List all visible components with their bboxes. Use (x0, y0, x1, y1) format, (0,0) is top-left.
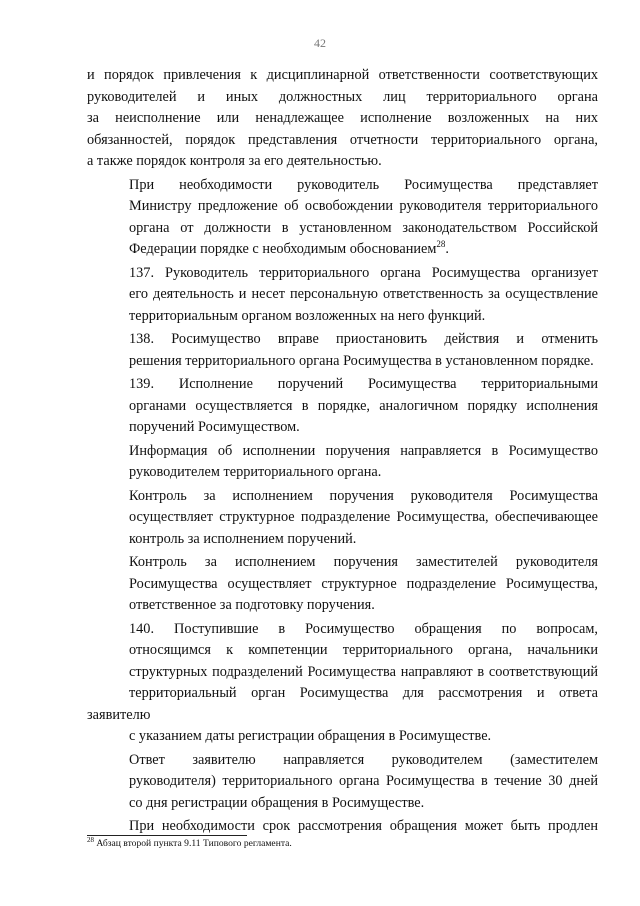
text-line: территориальный орган Росимущества для рассмотрения и ответа заявителю (87, 685, 598, 723)
paragraph (87, 329, 598, 372)
text-line: Контроль за исполнением поручения руководителя Росимущества (129, 487, 598, 504)
text-line: 139. Исполнение поручений Росимущества территориальными (129, 376, 598, 392)
text-line: и порядок привлечения к дисциплинарной ответственности соответствующих (87, 67, 598, 83)
paragraph (87, 441, 598, 484)
text-line: Ответ заявителю направляется руководителем (заместителем (129, 751, 598, 768)
footnote-reference: 28 (436, 239, 446, 250)
text-line: контроль за исполнением поручений. (129, 530, 357, 547)
text-line: Контроль за исполнением поручения заместителей руководителя (129, 554, 598, 570)
paragraph (87, 750, 598, 815)
text-fragment: Федерации порядке с необходимым обоснованием (129, 241, 437, 257)
text-line: относящимся к компетенции территориального органа, начальники (129, 642, 598, 658)
text-line: осуществляет структурное подразделение Росимущества, обеспечивающее (129, 509, 598, 525)
body-text (87, 65, 598, 838)
paragraph (87, 175, 598, 261)
text-line: Министру предложение об освобождении руководителя территориального (129, 198, 598, 214)
paragraph (87, 552, 598, 617)
text-line: решения территориального органа Росимущества в установленном порядке. (129, 352, 594, 369)
text-line: обязанностей, порядок представления отчетности территориального органа, (87, 131, 598, 148)
text-line: руководителя) территориального органа Росимущества в течение 30 дней (129, 773, 598, 789)
text-line: территориальным органом возложенных на него функций. (129, 307, 486, 324)
text-line: а также порядок контроля за его деятельностью. (87, 153, 382, 169)
footnote (87, 835, 598, 850)
paragraph (87, 374, 598, 439)
paragraph (87, 619, 598, 748)
page-number: 42 (314, 36, 326, 50)
text-line: руководителем территориального органа. (129, 464, 382, 480)
text-line: его деятельность и несет персональную ответственность за осуществление (129, 286, 598, 302)
text-line: с указанием даты регистрации обращения в Росимуществе. (129, 728, 492, 744)
text-line: поручений Росимуществом. (129, 419, 300, 435)
text-line: ответственное за подготовку поручения. (129, 597, 375, 613)
text-line: органа от должности в установленном законодательством Российской (129, 219, 598, 236)
text-line: 140. Поступившие в Росимущество обращения по вопросам, (129, 620, 598, 637)
paragraph (87, 65, 598, 173)
text-line: 138. Росимущество вправе приостановить действия и отменить (129, 331, 598, 347)
text-line: за неисполнение или ненадлежащее исполнение возложенных на них (87, 110, 598, 126)
footnote-separator (87, 835, 247, 836)
text-line: со дня регистрации обращения в Росимуществе. (129, 794, 425, 811)
text-line: Информация об исполнении поручения направляется в Росимущество (129, 442, 598, 459)
paragraph (87, 263, 598, 328)
text-line: 137. Руководитель территориального органа Росимущества организует (129, 264, 598, 281)
text-line: структурных подразделений Росимущества направляют в соответствующий (129, 663, 598, 680)
text-line: Росимущества осуществляет структурное подразделение Росимущества, (129, 575, 598, 592)
text-line: При необходимости срок рассмотрения обращения может быть продлен (129, 818, 598, 834)
text-line: органами осуществляется в порядке, аналогичном порядку исполнения (129, 397, 598, 414)
footnote-number: 28 (87, 835, 94, 844)
footnote-text: Абзац второй пункта 9.11 Типового регламента. (94, 838, 292, 849)
text-line: При необходимости руководитель Росимущества представляет (129, 176, 598, 193)
text-fragment: . (445, 241, 449, 257)
text-line (87, 239, 598, 261)
paragraph (87, 486, 598, 551)
text-line: руководителей и иных должностных лиц территориального органа (87, 88, 598, 105)
